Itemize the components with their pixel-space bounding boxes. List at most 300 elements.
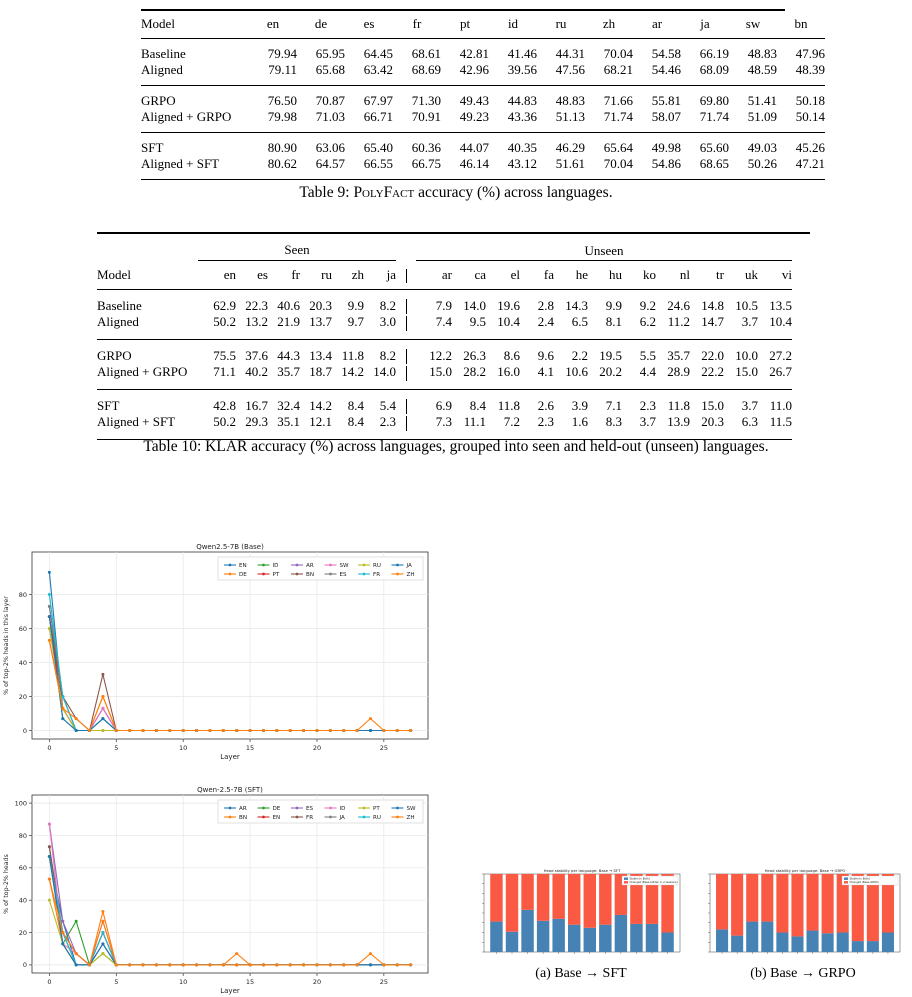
table10-value-cell: 18.7 [309,364,332,380]
data-point-sw [75,963,78,966]
data-point-bn [101,673,104,676]
data-point-zh [235,729,238,732]
table9-value-cell: 50.26 [747,156,777,171]
table9-value-cell: 66.75 [411,156,441,171]
legend-marker [363,816,366,819]
table10-model-cell: Aligned + SFT [97,414,176,430]
table10-row [97,414,792,439]
table9-value-cell: 66.55 [363,156,393,171]
table9-value-cell: 66.71 [363,109,393,124]
data-point-zh [409,963,412,966]
data-point-zh [101,695,104,698]
table9-value-cell: 41.46 [489,39,537,63]
table9-value-cell: 51.13 [555,109,585,124]
bar-chart-sft [474,862,688,960]
table9-value-cell: 42.96 [459,62,489,77]
table10-value-cell: 22.2 [701,364,724,380]
table9-header-row [141,14,825,39]
legend-marker [396,573,399,576]
table9-value-cell: 42.81 [441,39,489,63]
x-axis-label: Layer [220,987,240,995]
table9-value-cell: 65.68 [315,62,345,77]
table10-col-header: ca [452,261,486,290]
data-point-zh [168,963,171,966]
data-point-id [48,823,51,826]
table10-value-cell: 2.3 [622,389,656,414]
table10-value-cell: 22.0 [690,339,724,364]
table9-value-cell: 64.57 [315,156,345,171]
table9-col-header: de [314,16,328,31]
table10-value-cell: 40.6 [268,289,300,314]
data-point-fr [48,593,51,596]
table10-value-cell: 2.3 [379,414,396,430]
table10-value-cell: 3.7 [741,314,758,330]
table10-value-cell: 26.3 [452,339,486,364]
table9-col-header: fr [412,16,422,31]
table9-value-cell: 70.91 [411,109,441,124]
table9-row [141,156,825,180]
data-point-zh [208,963,211,966]
y-tick-label: 0 [22,726,27,735]
legend-marker [229,564,232,567]
table9-value-cell: 43.12 [507,156,537,171]
data-point-ja [369,729,372,732]
table9-value-cell: 71.74 [699,109,729,124]
data-point-bn [101,910,104,913]
bar-stable [791,936,803,952]
bar-stable [521,910,533,952]
table9-value-cell: 49.43 [441,86,489,110]
table9-value-cell: 54.58 [633,39,681,63]
data-point-zh [115,729,118,732]
table10-value-cell: 11.8 [656,389,690,414]
table9-value-cell: 49.98 [633,133,681,157]
table9-value-cell: 65.64 [585,133,633,157]
data-point-zh [275,729,278,732]
table10-value-cell: 15.0 [735,364,758,380]
table10-value-cell: 5.5 [622,339,656,364]
table10-value-cell: 14.8 [690,289,724,314]
data-point-de [75,920,78,923]
data-point-fr [61,695,64,698]
table9-value-cell: 46.14 [459,156,489,171]
table9-value-cell: 51.41 [729,86,777,110]
chart-title: Head stability per language: Base → GRPO [764,868,846,873]
data-point-zh [289,963,292,966]
table9-col-header: zh [602,16,616,31]
data-point-pt [101,952,104,955]
table10-value-cell: 1.6 [571,414,588,430]
x-axis-label: Layer [220,753,240,761]
legend-label: BN [239,815,248,821]
data-point-zh [382,729,385,732]
data-point-sw [48,855,51,858]
table9-value-cell: 79.11 [268,62,297,77]
data-point-zh [101,920,104,923]
table10-col-header: el [486,261,520,290]
data-point-pt [48,899,51,902]
table9-col-header: id [507,16,519,31]
data-point-ja [48,615,51,618]
legend-label: JA [339,815,345,821]
legend-label: SW [406,806,416,812]
legend-label: ES [306,806,314,812]
table9-row [141,62,825,86]
table9-value-cell: 48.83 [537,86,585,110]
table10-value-cell: 71.1 [213,364,236,380]
legend-swatch [624,881,628,883]
table10-value-cell: 8.2 [364,339,396,364]
table10-value-cell: 50.2 [213,414,236,430]
table10-value-cell: 42.8 [198,389,236,414]
table10-col-header: zh [332,261,364,290]
legend-marker [262,807,265,810]
table10-value-cell: 2.4 [537,314,554,330]
data-point-ja [101,717,104,720]
table10-value-cell: 2.6 [520,389,554,414]
bar-stable [506,932,518,952]
bar-stable [731,936,743,952]
table10-value-cell: 10.4 [497,314,520,330]
table10-value-cell: 7.9 [416,289,452,314]
table10-col-header: vi [758,261,792,290]
table10-divider [396,289,416,314]
table9-value-cell: 63.42 [363,62,393,77]
table9-value-cell: 58.07 [651,109,681,124]
table9-col-header: bn [794,16,808,31]
legend-swatch [844,881,848,883]
table10-value-cell: 8.2 [364,289,396,314]
table10-value-cell: 16.7 [236,389,268,414]
table10-model-header: Model [97,266,131,282]
legend-marker [329,564,332,567]
table10-value-cell: 10.5 [724,289,758,314]
table9-value-cell: 68.69 [411,62,441,77]
data-point-zh [275,963,278,966]
table9-value-cell: 47.96 [777,39,825,63]
table10-value-cell: 37.6 [236,339,268,364]
table10-col-header: ko [622,261,656,290]
table10-value-cell: 9.9 [332,289,364,314]
table10-value-cell: 2.8 [520,289,554,314]
table9-value-cell: 50.18 [777,86,825,110]
table9-value-cell: 68.09 [699,62,729,77]
bar-stable [882,933,894,953]
line-chart-base [0,536,436,764]
table10-value-cell: 21.9 [277,314,300,330]
table10-row [97,314,792,339]
bar-changed [552,874,564,919]
table10-divider [396,414,416,439]
table10-value-cell: 50.2 [213,314,236,330]
table10-value-cell: 24.6 [656,289,690,314]
bar-changed [568,874,580,925]
bar-stable [761,922,773,952]
data-point-zh [302,963,305,966]
data-point-zh [356,963,359,966]
table10-value-cell: 62.9 [198,289,236,314]
table10-value-cell: 28.2 [463,364,486,380]
data-point-zh [382,963,385,966]
data-point-sw [101,942,104,945]
legend-marker [329,807,332,810]
x-tick-label: 20 [312,978,322,986]
data-point-sw [369,963,372,966]
table10-header-row [97,261,792,290]
table10-value-cell: 19.5 [588,339,622,364]
data-point-zh [61,931,64,934]
table9-col-header: pt [459,16,471,31]
table9-value-cell: 68.65 [699,156,729,171]
table10-value-cell: 7.1 [588,389,622,414]
bar-changed [537,874,549,921]
chart-title: Head stability per language: Base → SFT [543,868,621,873]
table10-col-header: ja [364,261,396,290]
table10-value-cell: 6.9 [416,389,452,414]
table9-value-cell: 70.04 [603,156,633,171]
table9-row [141,133,825,157]
table9-value-cell: 43.36 [507,109,537,124]
table9-value-cell: 40.35 [489,133,537,157]
table10-col-header: tr [690,261,724,290]
bar-changed [746,874,758,922]
table10-divider [396,389,416,414]
legend-label: BN [306,572,315,578]
x-tick-label: 25 [379,978,388,986]
table9-col-header: Model [141,16,175,31]
table10-col-header: hu [588,261,622,290]
data-point-zh [222,963,225,966]
table10-col-header: en [198,261,236,290]
legend-label: Stable (in Both) [629,877,650,881]
y-tick-label: 40 [18,896,27,905]
bar-changed [716,874,728,929]
table10-value-cell: 14.0 [373,364,396,380]
data-point-zh [168,729,171,732]
table10 [97,239,792,440]
table10-model-cell: GRPO [97,339,198,364]
legend-label: PT [272,572,280,578]
legend-marker [262,816,265,819]
bar-stable [822,933,834,952]
legend-label: FR [373,572,381,578]
legend-marker [296,564,299,567]
data-point-zh [115,963,118,966]
table9-model-cell: Baseline [141,39,249,63]
table10-value-cell: 15.0 [429,364,452,380]
bar-stable [615,915,627,952]
table10-value-cell: 3.0 [379,314,396,330]
table10-row [97,339,792,364]
table10-value-cell: 11.2 [667,314,690,330]
table9-value-cell: 67.97 [345,86,393,110]
table10-value-cell: 26.7 [769,364,792,380]
y-tick-label: 100 [14,799,27,808]
table9-caption: Table 9: PolyFact accuracy (%) across languages. [299,184,613,201]
table9-value-cell: 45.26 [777,133,825,157]
table10-value-cell: 5.4 [364,389,396,414]
table10-col-header: nl [656,261,690,290]
data-point-zh [315,729,318,732]
legend-label: RU [373,563,381,569]
table10-value-cell: 13.7 [309,314,332,330]
table10-value-cell: 7.3 [435,414,452,430]
table10-value-cell: 15.0 [690,389,724,414]
legend-marker [296,807,299,810]
table9-value-cell: 64.45 [345,39,393,63]
table10-row [97,364,792,389]
table10-value-cell: 9.6 [520,339,554,364]
table9-col-header: es [363,16,375,31]
data-point-zh [249,729,252,732]
table10-value-cell: 14.7 [701,314,724,330]
table9-value-cell: 71.66 [585,86,633,110]
table9-value-cell: 79.94 [249,39,297,63]
table10-value-cell: 3.7 [639,414,656,430]
data-point-zh [342,963,345,966]
bar-stable [746,922,758,952]
legend-label: PT [373,806,380,812]
data-point-zh [182,963,185,966]
table10-value-cell: 9.9 [588,289,622,314]
table9-value-cell: 48.83 [729,39,777,63]
line-chart-sft [0,787,436,997]
data-point-zh [128,963,131,966]
table9-col-header: en [266,16,280,31]
table10-value-cell: 35.7 [277,364,300,380]
table9-model-cell: Aligned + GRPO [141,109,232,124]
data-point-zh [249,963,252,966]
legend-label: RU [373,815,381,821]
table9-row [141,86,825,110]
data-point-zh [155,963,158,966]
table10-value-cell: 20.2 [599,364,622,380]
table9-value-cell: 68.61 [393,39,441,63]
chart-title: Qwen2.5-7B (Base) [196,543,264,551]
table9-value-cell: 47.56 [555,62,585,77]
data-point-en [48,571,51,574]
bar-stable [776,933,788,953]
bar-changed [584,874,596,928]
table10-value-cell: 3.9 [554,389,588,414]
table9-value-cell: 71.30 [393,86,441,110]
bar-stable [552,919,564,952]
legend-label: ID [272,563,279,569]
data-point-fr [48,845,51,848]
table9-row [141,109,825,133]
bar-stable [807,931,819,952]
table10-value-cell: 9.2 [622,289,656,314]
table9-col-header: ar [651,16,663,31]
legend-marker [229,573,232,576]
table10-value-cell: 4.4 [639,364,656,380]
table10-value-cell: 8.3 [605,414,622,430]
table9-value-cell: 48.39 [795,62,825,77]
table9-value-cell: 80.62 [267,156,297,171]
table10-value-cell: 35.7 [656,339,690,364]
table9-value-cell: 39.56 [507,62,537,77]
table10-value-cell: 4.1 [537,364,554,380]
table10-value-cell: 19.6 [486,289,520,314]
legend-marker [262,573,265,576]
table9-value-cell: 76.50 [249,86,297,110]
table10-col-header: es [236,261,268,290]
data-point-zh [61,707,64,710]
table10-divider [396,339,416,364]
data-point-zh [222,729,225,732]
legend-label: ES [339,572,347,578]
x-tick-label: 20 [312,744,322,752]
bar-changed [807,874,819,931]
table9-model-cell: Aligned + SFT [141,156,220,171]
table9-value-cell: 80.90 [249,133,297,157]
data-point-zh [208,729,211,732]
table9-value-cell: 69.80 [681,86,729,110]
data-point-zh [128,729,131,732]
y-tick-label: 20 [18,928,27,937]
data-point-zh [329,729,332,732]
table10-value-cell: 28.9 [667,364,690,380]
bar-changed [490,874,502,922]
table10-value-cell: 9.5 [469,314,486,330]
data-point-zh [315,963,318,966]
table10-model-cell: Baseline [97,289,198,314]
table10-value-cell: 13.4 [300,339,332,364]
data-point-zh [142,729,145,732]
data-point-sw [61,942,64,945]
bar-stable [568,925,580,952]
bar-stable [584,928,596,952]
legend-marker [296,816,299,819]
bar-stable [867,941,879,952]
table9-value-cell: 44.83 [489,86,537,110]
legend-label: ZH [406,815,415,821]
table9-model-cell: SFT [141,133,249,157]
table10-model-cell: Aligned + GRPO [97,364,188,380]
legend-marker [396,807,399,810]
y-tick-label: 60 [18,864,27,873]
table10-value-cell: 8.6 [486,339,520,364]
data-point-zh [195,963,198,966]
legend-marker [329,816,332,819]
data-point-zh [88,963,91,966]
table10-value-cell: 11.8 [332,339,364,364]
legend-label: ZH [406,572,415,578]
table9-value-cell: 65.40 [345,133,393,157]
table10-value-cell: 12.2 [416,339,452,364]
data-point-zh [75,952,78,955]
table9-top-rule [141,9,785,11]
bar-changed [731,874,743,936]
table10-top-rule [97,232,810,234]
table10-value-cell: 29.3 [245,414,268,430]
legend-marker [363,573,366,576]
data-point-zh [302,729,305,732]
table10-value-cell: 14.3 [554,289,588,314]
y-tick-label: 20 [18,692,27,701]
table10-value-cell: 8.4 [452,389,486,414]
table9-model-cell: GRPO [141,86,249,110]
legend-marker [262,564,265,567]
table10-value-cell: 6.3 [741,414,758,430]
table10-value-cell: 14.2 [341,364,364,380]
x-tick-label: 15 [245,744,255,752]
data-point-zh [409,729,412,732]
table10-row [97,289,792,314]
table9-value-cell: 65.95 [297,39,345,63]
data-point-zh [342,729,345,732]
data-point-zh [262,729,265,732]
